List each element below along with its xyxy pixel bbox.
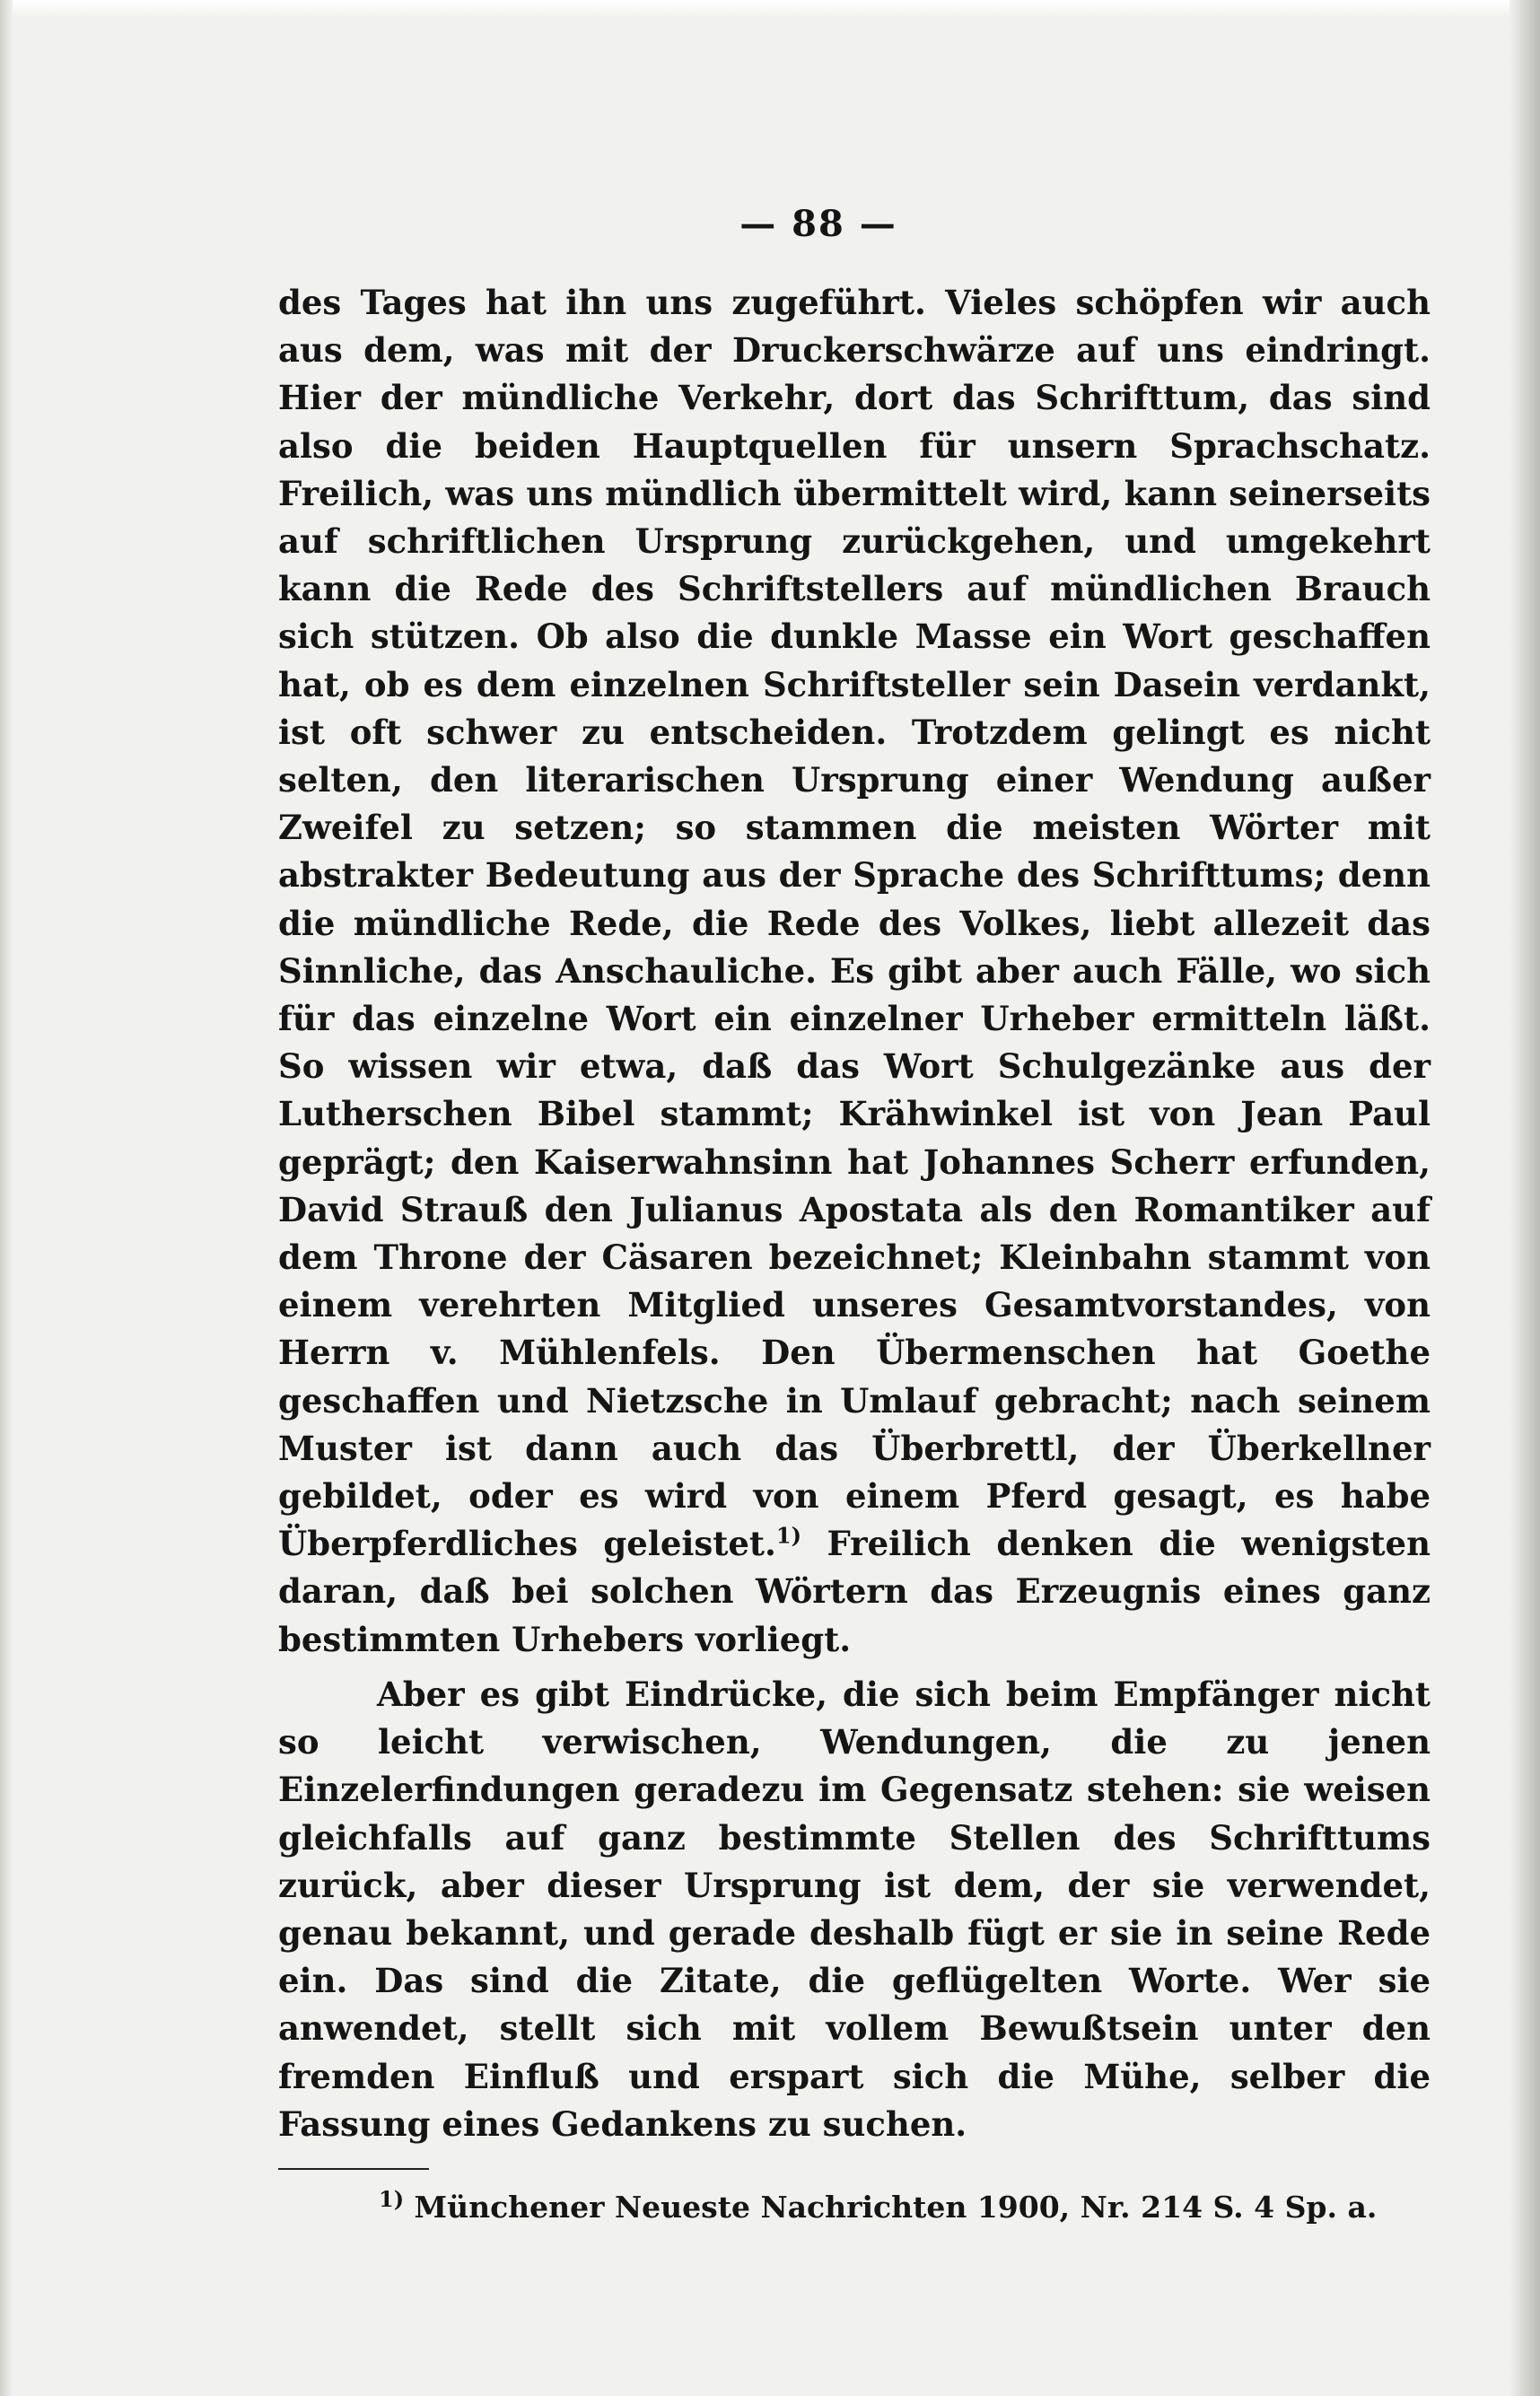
- footnote-reference: 1): [775, 1522, 801, 1549]
- paragraph-1-end: Freilich denken die wenigsten daran, daß bei solchen Wörtern das Erzeugnis eines ganz bestimmten Urhebers vorliegt.: [278, 1524, 1431, 1659]
- page-edge-left: [0, 0, 13, 2396]
- footnote: [278, 2185, 1431, 2227]
- body-paragraph-2: Aber es gibt Eindrücke, die sich beim Empfänger nicht so leicht verwischen, Wendungen, die zu jenen Einzelerfindungen geradezu im Gegensatz stehen: sie weisen gleichfalls auf ganz bestimmte Stellen des Schrifttums zurück, aber dieser Ursprung ist dem, der sie verwendet, genau bekannt, und gerade deshalb fügt er sie in seine Rede ein. Das sind die Zitate, die geflügelten Worte. Wer sie anwendet, stellt sich mit vollem Bewußtsein unter den fremden Einfluß und erspart sich die Mühe, selber die Fassung eines Gedankens zu suchen.: [278, 1674, 1431, 2144]
- footnote-separator: [278, 2168, 429, 2170]
- body-paragraph-1: [278, 279, 1431, 1664]
- page-number: — 88 —: [739, 203, 897, 245]
- footnote-text: Münchener Neueste Nachrichten 1900, Nr. 214 S. 4 Sp. a.: [404, 2189, 1378, 2225]
- paragraph-1-text: des Tages hat ihn uns zugeführt. Vieles schöpfen wir auch aus dem, was mit der Druckerschwärze auf uns eindringt. Hier der mündliche Verkehr, dort das Schrifttum, das sind also die beiden Hauptquellen für unsern Sprachschatz. Freilich, was uns mündlich übermittelt wird, kann seinerseits auf schriftlichen Ursprung zurückgehen, und umgekehrt kann die Rede des Schriftstellers auf mündlichen Brauch sich stützen. Ob also die dunkle Masse ein Wort geschaffen hat, ob es dem einzelnen Schriftsteller sein Dasein verdankt, ist oft schwer zu entscheiden. Trotzdem gelingt es nicht selten, den literarischen Ursprung einer Wendung außer Zweifel zu setzen; so stammen die meisten Wörter mit abstrakter Bedeutung aus der Sprache des Schrifttums; denn die mündliche Rede, die Rede des Volkes, liebt allezeit das Sinnliche, das Anschauliche. Es gibt aber auch Fälle, wo sich für das einzelne Wort ein einzelner Urheber ermitteln läßt. So wissen wir etwa, daß das Wort Schulgezänke aus der Lutherschen Bibel stammt; Krähwinkel ist von Jean Paul geprägt; den Kaiserwahnsinn hat Johannes Scherr erfunden, David Strauß den Julianus Apostata als den Romantiker auf dem Throne der Cäsaren bezeichnet; Kleinbahn stammt von einem verehrten Mitglied unseres Gesamtvorstandes, von Herrn v. Mühlenfels. Den Übermenschen hat Goethe geschaffen und Nietzsche in Umlauf gebracht; nach seinem Muster ist dann auch das Überbrettl, der Überkellner gebildet, oder es wird von einem Pferd gesagt, es habe Überpferdliches geleistet.: [278, 283, 1431, 1564]
- footnote-marker: 1): [379, 2185, 405, 2212]
- page-edge-top: [0, 0, 1540, 18]
- page-content: [278, 203, 1431, 2227]
- page-edge-right: [1509, 0, 1540, 2396]
